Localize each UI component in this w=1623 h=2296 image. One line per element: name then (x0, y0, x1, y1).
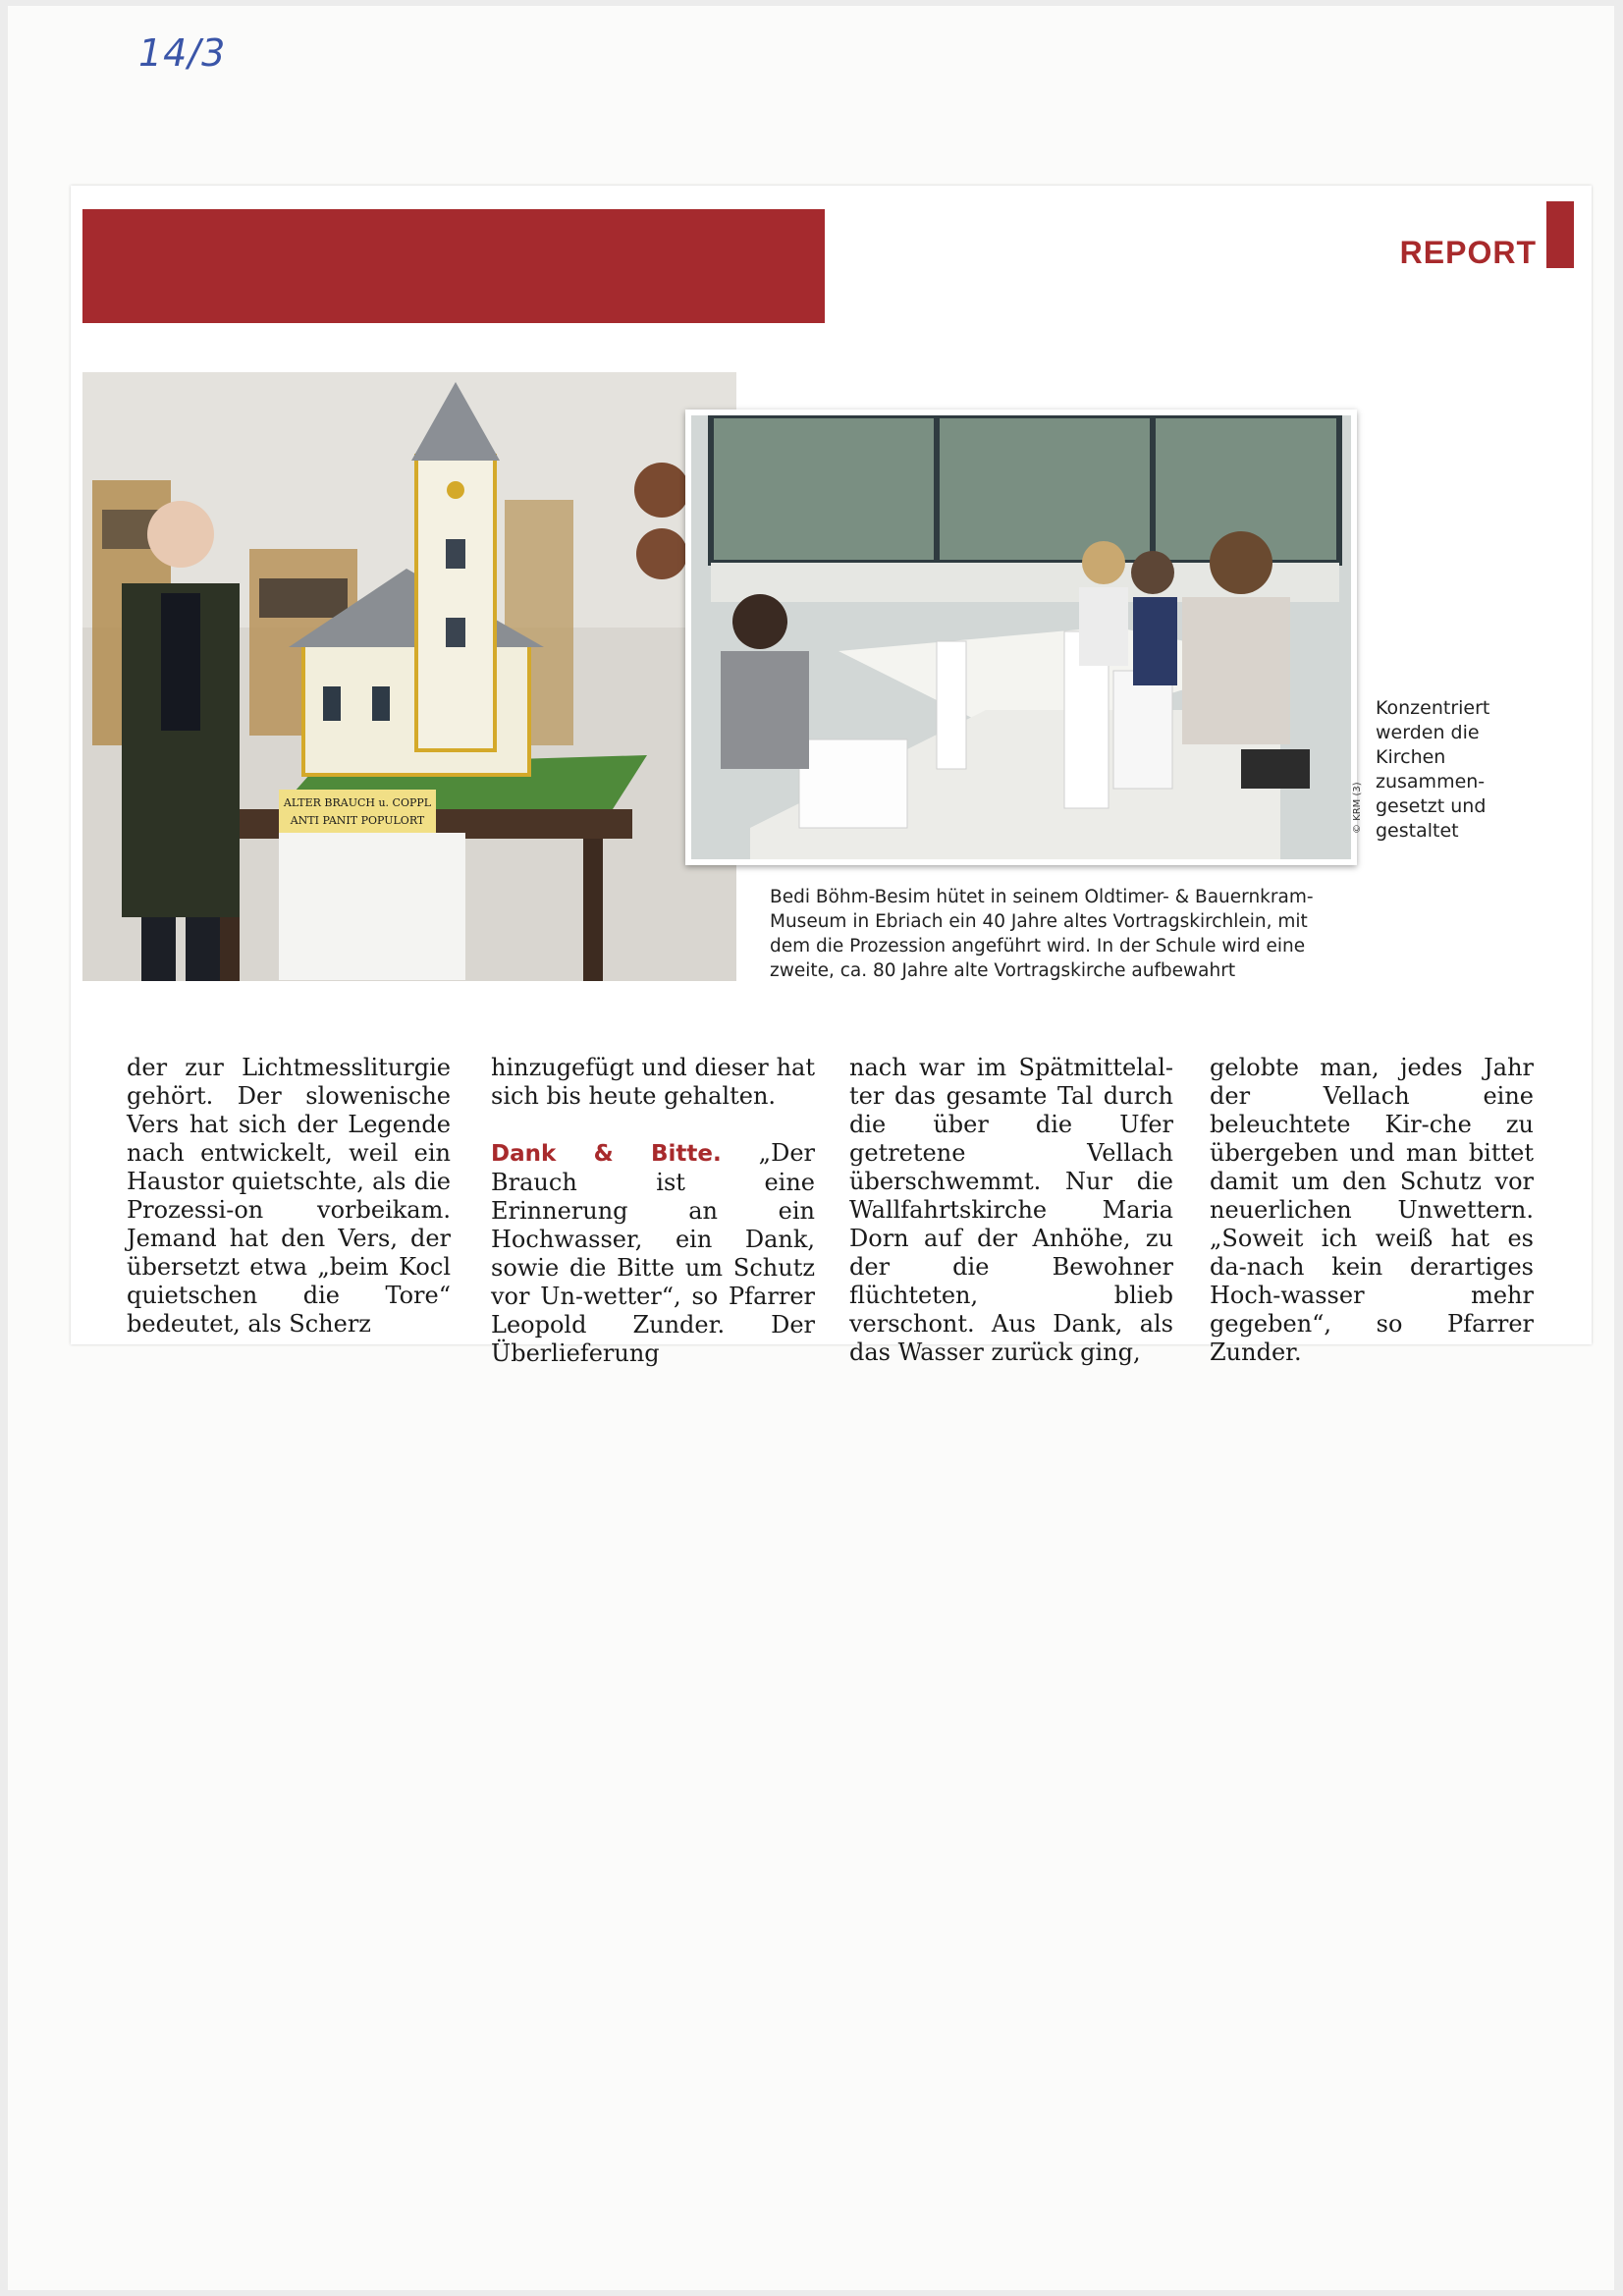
photo-museum-church-model (82, 372, 736, 981)
section-accent-bar (1546, 201, 1574, 268)
article-column-1 (127, 1054, 451, 1339)
section-label: REPORT (1399, 235, 1537, 270)
article-subhead: Dank & Bitte. (491, 1141, 722, 1167)
article-column-2-intro: hinzugefügt und dieser hat sich bis heute gehalten. (491, 1054, 815, 1110)
newspaper-clipping (71, 186, 1592, 1367)
museum-illustration (82, 372, 736, 981)
photo-credit: © KRM (3) (1352, 782, 1363, 834)
handwritten-page-note: 14/3 (138, 31, 227, 75)
main-photo-caption: Bedi Böhm-Besim hütet in seinem Oldtimer- & Bauernkram-Museum in Ebriach ein 40 Jahre altes Vortragskirchlein, mit dem die Prozession angeführt wird. In der Schule wird eine zweite, ca. 80 Jahre alte Vortragskirche aufbewahrt (770, 887, 1314, 981)
red-header-banner (82, 209, 825, 323)
article-column-2-paragraph (491, 1139, 815, 1368)
sign-line-2: ANTI PANIT POPULORT (290, 814, 425, 827)
classroom-illustration (691, 415, 1351, 859)
photo-classroom-children (685, 410, 1357, 865)
article-column-4-text: gelobte man, jedes Jahr der Vellach eine beleuchtete Kir-che zu übergeben und man bittet damit um den Schutz vor neuerlichen Unwettern. „Soweit ich weiß hat es da-nach kein derartiges Hoch-wasser mehr gegeben“, so Pfarrer Zunder. (1210, 1054, 1534, 1366)
sign-line-1: ALTER BRAUCH u. COPPL (283, 796, 432, 809)
side-caption: Konzentriert werden die Kirchen zusammen-gesetzt und gestaltet (1376, 697, 1490, 842)
article-column-4 (1210, 1054, 1534, 1367)
article-column-3-text: nach war im Spätmittelal-ter das gesamte Tal durch die über die Ufer getretene Vellach überschwemmt. Nur die Wallfahrtskirche Maria Dorn auf der Anhöhe, zu der die Bewohner flüchteten, blieb verschont. Aus Dank, als das Wasser zurück ging, (849, 1054, 1173, 1366)
article-column-2-body: „Der Brauch ist eine Erinnerung an ein Hochwasser, ein Dank, sowie die Bitte um Schutz vor Un-wetter“, so Pfarrer Leopold Zunder. Der Überlieferung (491, 1139, 815, 1367)
article-column-2 (491, 1054, 815, 1368)
article-column-1-text: der zur Lichtmessliturgie gehört. Der slowenische Vers hat sich der Legende nach entwickelt, weil ein Haustor quietschte, als die Prozessi-on vorbeikam. Jemand hat den Vers, der übersetzt etwa „beim Kocl quietschen die Tore“ bedeutet, als Scherz (127, 1054, 451, 1338)
article-column-3 (849, 1054, 1173, 1367)
scanned-page (8, 6, 1614, 2290)
